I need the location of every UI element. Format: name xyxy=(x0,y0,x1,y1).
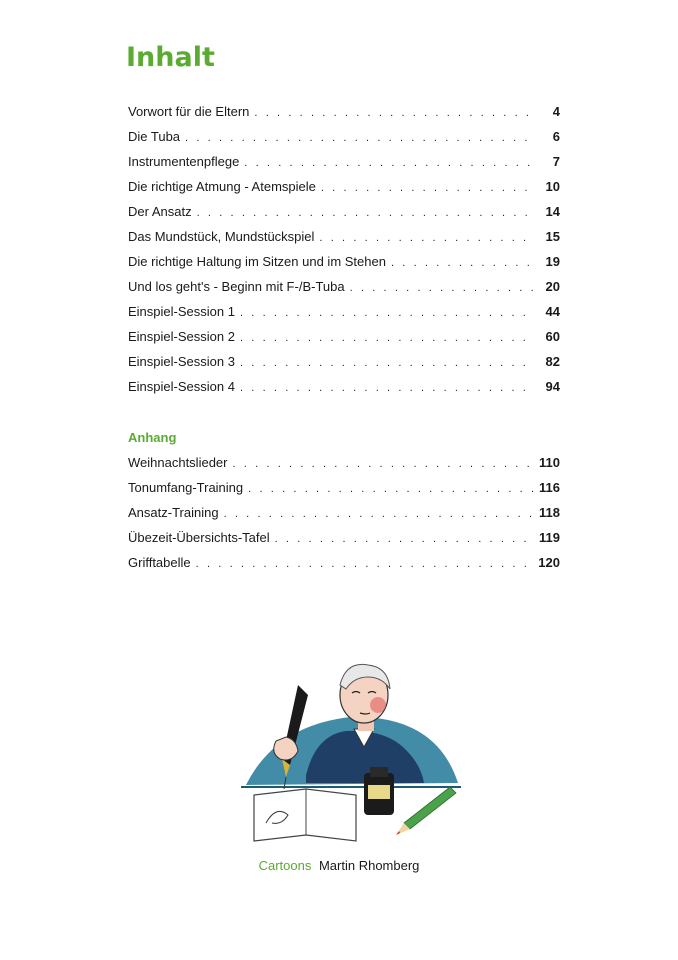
toc-entry-page: 15 xyxy=(545,229,560,244)
leader-dots xyxy=(197,207,534,219)
appendix-entry[interactable] xyxy=(128,480,560,505)
leader-dots xyxy=(240,332,534,344)
toc-entry-label: Einspiel-Session 2 xyxy=(128,329,235,344)
toc-entry-page: 94 xyxy=(545,379,560,394)
appendix-entry[interactable] xyxy=(128,505,560,530)
toc-entry-label: Instrumentenpflege xyxy=(128,154,240,169)
toc-entry-label: Vorwort für die Eltern xyxy=(128,104,250,119)
toc-entry-page: 10 xyxy=(545,179,560,194)
toc-entry-label: Weihnachtslieder xyxy=(128,455,228,470)
toc-entry[interactable] xyxy=(128,379,560,404)
leader-dots xyxy=(254,107,534,119)
toc-entry-label: Einspiel-Session 3 xyxy=(128,354,235,369)
leader-dots xyxy=(319,232,534,244)
toc-entry[interactable] xyxy=(128,304,560,329)
leader-dots xyxy=(350,282,534,294)
toc-entry-label: Tonumfang-Training xyxy=(128,480,244,495)
toc-entry-label: Die Tuba xyxy=(128,129,181,144)
toc-entry-label: Grifftabelle xyxy=(128,555,191,570)
toc-entry[interactable] xyxy=(128,279,560,304)
toc-entry-label: Das Mundstück, Mundstückspiel xyxy=(128,229,315,244)
leader-dots xyxy=(391,257,534,269)
leader-dots xyxy=(196,558,533,570)
toc-entry-label: Ansatz-Training xyxy=(128,505,219,520)
leader-dots xyxy=(240,307,534,319)
toc-entry-page: 60 xyxy=(545,329,560,344)
leader-dots xyxy=(224,508,533,520)
cartoon-man-writing-icon xyxy=(236,655,466,845)
leader-dots xyxy=(240,357,534,369)
toc-entry[interactable] xyxy=(128,329,560,354)
toc-entry-label: Und los geht's - Beginn mit F-/B-Tuba xyxy=(128,279,345,294)
toc-entry-label: Einspiel-Session 4 xyxy=(128,379,235,394)
toc-entry-label: Der Ansatz xyxy=(128,204,192,219)
leader-dots xyxy=(321,182,534,194)
toc-entry-page: 119 xyxy=(539,530,560,545)
appendix-list xyxy=(128,455,560,580)
toc-entry-page: 44 xyxy=(545,304,560,319)
toc-entry[interactable] xyxy=(128,154,560,179)
toc-entry[interactable] xyxy=(128,354,560,379)
toc-entry[interactable] xyxy=(128,204,560,229)
leader-dots xyxy=(240,382,534,394)
illustration-credit xyxy=(0,858,678,873)
toc-entry-label: Die richtige Haltung im Sitzen und im Stehen xyxy=(128,254,386,269)
toc-entry-page: 4 xyxy=(552,104,560,119)
toc-entry-page: 6 xyxy=(552,129,560,144)
leader-dots xyxy=(185,132,534,144)
toc-entry-label: Die richtige Atmung - Atemspiele xyxy=(128,179,316,194)
toc-entry-page: 118 xyxy=(539,505,560,520)
appendix-heading: Anhang xyxy=(128,430,177,445)
appendix-entry[interactable] xyxy=(128,455,560,480)
appendix-entry[interactable] xyxy=(128,530,560,555)
toc-entry[interactable] xyxy=(128,129,560,154)
toc-entry-page: 120 xyxy=(538,555,560,570)
credit-name: Martin Rhomberg xyxy=(318,858,420,873)
toc-entry[interactable] xyxy=(128,104,560,129)
toc-entry-page: 82 xyxy=(545,354,560,369)
toc-entry-page: 14 xyxy=(545,204,560,219)
leader-dots xyxy=(248,483,533,495)
toc-entry-page: 7 xyxy=(552,154,560,169)
page-title: Inhalt xyxy=(126,42,215,73)
leader-dots xyxy=(275,533,533,545)
toc-entry[interactable] xyxy=(128,254,560,279)
toc-entry-page: 116 xyxy=(539,480,560,495)
table-of-contents xyxy=(128,104,560,404)
toc-entry-label: Übezeit-Übersichts-Tafel xyxy=(128,530,270,545)
leader-dots xyxy=(232,458,533,470)
leader-dots xyxy=(244,157,534,169)
credit-label: Cartoons xyxy=(258,858,312,873)
toc-entry[interactable] xyxy=(128,179,560,204)
toc-entry-page: 110 xyxy=(539,455,560,470)
toc-entry-page: 19 xyxy=(545,254,560,269)
toc-entry-label: Einspiel-Session 1 xyxy=(128,304,235,319)
appendix-entry[interactable] xyxy=(128,555,560,580)
toc-entry-page: 20 xyxy=(545,279,560,294)
toc-entry[interactable] xyxy=(128,229,560,254)
